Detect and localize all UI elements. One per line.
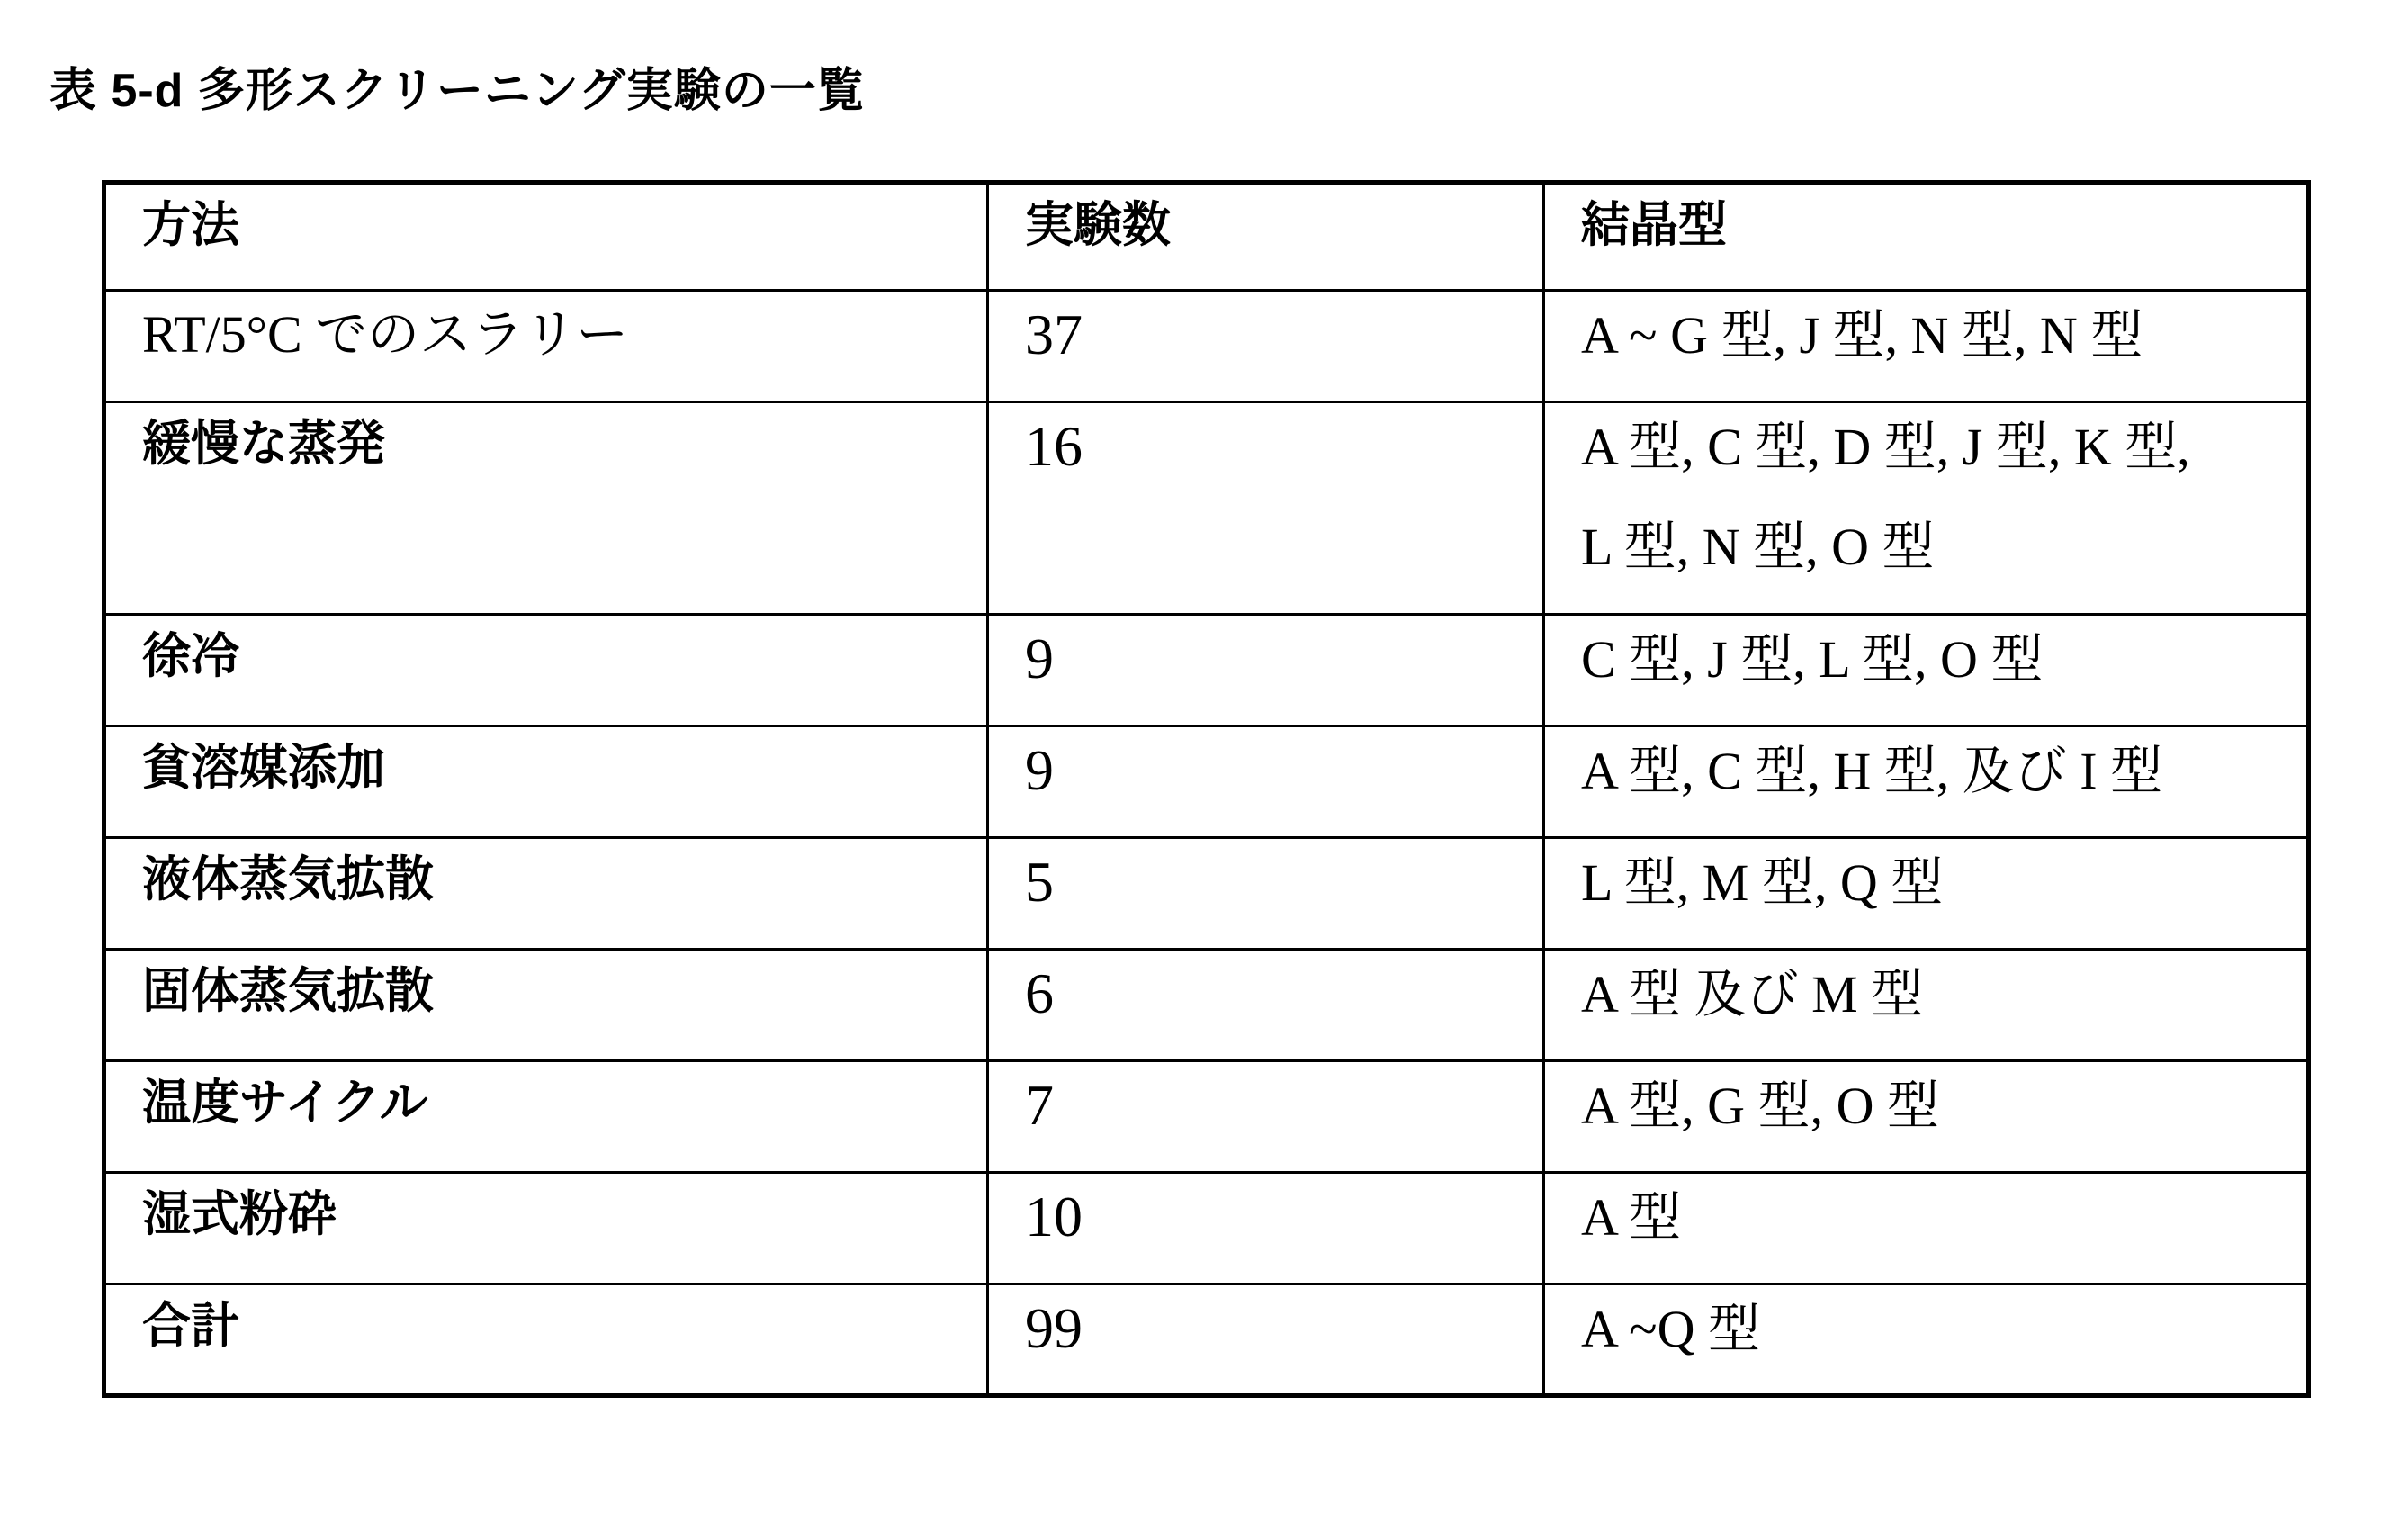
method-cell: 合計 [104, 1284, 988, 1396]
method-cell: 緩慢な蒸発 [104, 402, 988, 615]
header-crystal: 結晶型 [1544, 183, 2309, 291]
table-row [104, 402, 2309, 615]
header-count: 実験数 [988, 183, 1544, 291]
table-row [104, 838, 2309, 950]
crystal-line: A ~ G 型, J 型, N 型, N 型 [1581, 306, 2143, 365]
method-cell: RT/5°C でのスラリー [104, 291, 988, 402]
crystal-line: A 型 及び M 型 [1581, 965, 1924, 1023]
crystal-cell [1544, 291, 2309, 402]
crystal-cell [1544, 1061, 2309, 1173]
table-title: 表 5-d 多形スクリーニング実験の一覧 [49, 65, 865, 117]
method-cell: 湿式粉砕 [104, 1173, 988, 1284]
method-cell: 貧溶媒添加 [104, 726, 988, 838]
polymorph-screening-table [102, 180, 2311, 1398]
count-cell: 9 [988, 615, 1544, 726]
table-row [104, 291, 2309, 402]
table-row-total [104, 1284, 2309, 1396]
crystal-cell [1544, 615, 2309, 726]
crystal-cell [1544, 402, 2309, 615]
count-cell: 37 [988, 291, 1544, 402]
crystal-line: A ~Q 型 [1581, 1300, 1760, 1358]
count-cell: 6 [988, 950, 1544, 1061]
crystal-line: C 型, J 型, L 型, O 型 [1581, 630, 2044, 689]
count-cell: 7 [988, 1061, 1544, 1173]
method-cell: 液体蒸気拡散 [104, 838, 988, 950]
crystal-line: A 型, C 型, H 型, 及び I 型 [1581, 742, 2163, 800]
crystal-line: L 型, M 型, Q 型 [1581, 853, 1944, 912]
header-method: 方法 [104, 183, 988, 291]
count-cell: 10 [988, 1173, 1544, 1284]
crystal-cell [1544, 838, 2309, 950]
crystal-cell [1544, 1284, 2309, 1396]
table-row [104, 726, 2309, 838]
method-cell: 徐冷 [104, 615, 988, 726]
crystal-line: A 型, C 型, D 型, J 型, K 型, [1581, 418, 2190, 476]
table-header-row [104, 183, 2309, 291]
count-cell: 5 [988, 838, 1544, 950]
count-cell: 16 [988, 402, 1544, 615]
crystal-cell [1544, 726, 2309, 838]
crystal-cell [1544, 950, 2309, 1061]
method-cell: 温度サイクル [104, 1061, 988, 1173]
table-row [104, 615, 2309, 726]
crystal-line: A 型 [1581, 1188, 1682, 1247]
count-cell: 99 [988, 1284, 1544, 1396]
method-cell: 固体蒸気拡散 [104, 950, 988, 1061]
crystal-line: A 型, G 型, O 型 [1581, 1077, 1939, 1135]
count-cell: 9 [988, 726, 1544, 838]
table-row [104, 950, 2309, 1061]
table-row [104, 1173, 2309, 1284]
table-row [104, 1061, 2309, 1173]
crystal-cell [1544, 1173, 2309, 1284]
crystal-line: L 型, N 型, O 型 [1581, 517, 1935, 576]
